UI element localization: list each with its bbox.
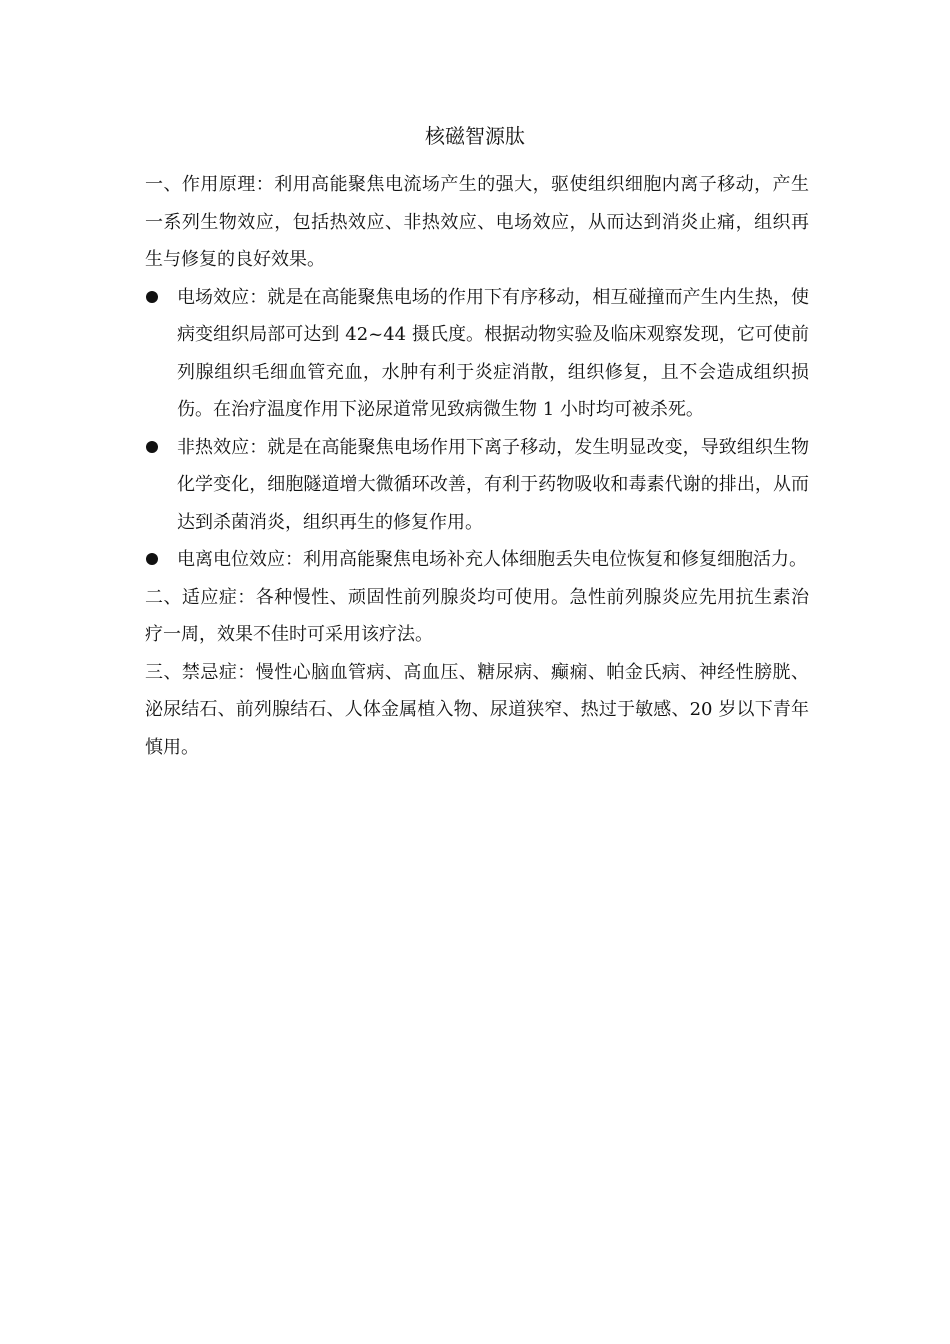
list-item (145, 279, 809, 429)
bullet-icon (146, 441, 158, 453)
document-body (145, 166, 809, 766)
section-indications: 二、适应症：各种慢性、顽固性前列腺炎均可使用。急性前列腺炎应先用抗生素治疗一周，效果不佳时可采用该疗法。 (145, 586, 809, 645)
page-title: 核磁智源肽 (425, 124, 525, 148)
bullet-text-non-thermal: 非热效应：就是在高能聚焦电场作用下离子移动，发生明显改变，导致组织生物化学变化，细胞隧道增大微循环改善，有利于药物吸收和毒素代谢的排出，从而达到杀菌消炎，组织再生的修复作用。 (177, 436, 809, 533)
effects-list (145, 279, 809, 579)
list-item (145, 429, 809, 542)
section-contraindications: 三、禁忌症：慢性心脑血管病、高血压、糖尿病、癫痫、帕金氏病、神经性膀胱、泌尿结石、前列腺结石、人体金属植入物、尿道狭窄、热过于敏感、20 岁以下青年慎用。 (145, 661, 809, 758)
bullet-icon (146, 291, 158, 303)
section-principle: 一、作用原理：利用高能聚焦电流场产生的强大，驱使组织细胞内离子移动，产生一系列生物效应，包括热效应、非热效应、电场效应，从而达到消炎止痛，组织再生与修复的良好效果。 (145, 174, 809, 270)
bullet-text-electric-field: 电场效应：就是在高能聚焦电场的作用下有序移动，相互碰撞而产生内生热，使病变组织局部可达到 42~44 摄氏度。根据动物实验及临床观察发现，它可使前列腺组织毛细血管充血，水肿有利于炎症消散，组织修复，且不会造成组织损伤。在治疗温度作用下泌尿道常见致病微生物 1 小时均可被杀死。 (177, 286, 809, 420)
bullet-icon (146, 553, 158, 565)
list-item (145, 541, 809, 579)
bullet-text-ionization: 电离电位效应：利用高能聚焦电场补充人体细胞丢失电位恢复和修复细胞活力。 (177, 549, 807, 570)
